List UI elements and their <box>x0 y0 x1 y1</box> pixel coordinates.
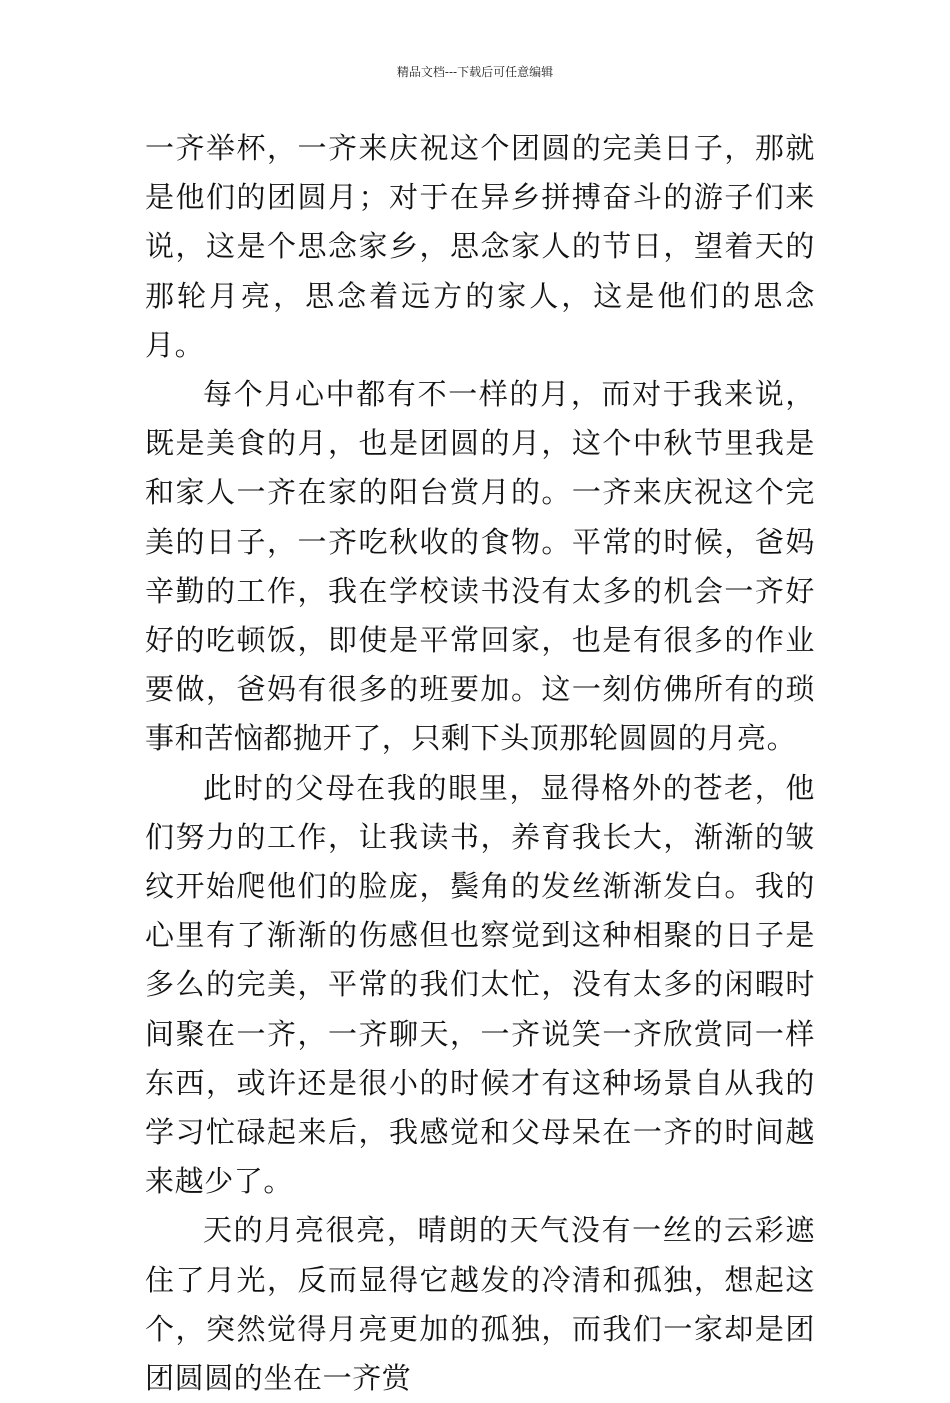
paragraph-4: 天的月亮很亮，晴朗的天气没有一丝的云彩遮住了月光，反而显得它越发的冷清和孤独，想起这个，突然觉得月亮更加的孤独，而我们一家却是团团圆圆的坐在一齐赏 <box>145 1213 815 1396</box>
paragraph-2: 每个月心中都有不一样的月，而对于我来说，既是美食的月，也是团圆的月，这个中秋节里我是和家人一齐在家的阳台赏月的。一齐来庆祝这个完美的日子，一齐吃秋收的食物。平常的时候，爸妈辛勤的工作，我在学校读书没有太多的机会一齐好好的吃顿饭，即使是平常回家，也是有很多的作业要做，爸妈有很多的班要加。这一刻仿佛所有的琐事和苦恼都抛开了，只剩下头顶那轮圆圆的月亮。 <box>145 377 815 756</box>
document-body <box>145 124 815 1403</box>
paragraph-1: 一齐举杯，一齐来庆祝这个团圆的完美日子，那就是他们的团圆月；对于在异乡拼搏奋斗的游子们来说，这是个思念家乡，思念家人的节日，望着天的那轮月亮，思念着远方的家人，这是他们的思念月。 <box>145 131 815 362</box>
page-header: 精品文档---下载后可任意编辑 <box>396 65 554 79</box>
paragraph-3: 此时的父母在我的眼里，显得格外的苍老，他们努力的工作，让我读书，养育我长大，渐渐的皱纹开始爬他们的脸庞，鬓角的发丝渐渐发白。我的心里有了渐渐的伤感但也察觉到这种相聚的日子是多么的完美，平常的我们太忙，没有太多的闲暇时间聚在一齐，一齐聊天，一齐说笑一齐欣赏同一样东西，或许还是很小的时候才有这种场景自从我的学习忙碌起来后，我感觉和父母呆在一齐的时间越来越少了。 <box>145 770 815 1199</box>
